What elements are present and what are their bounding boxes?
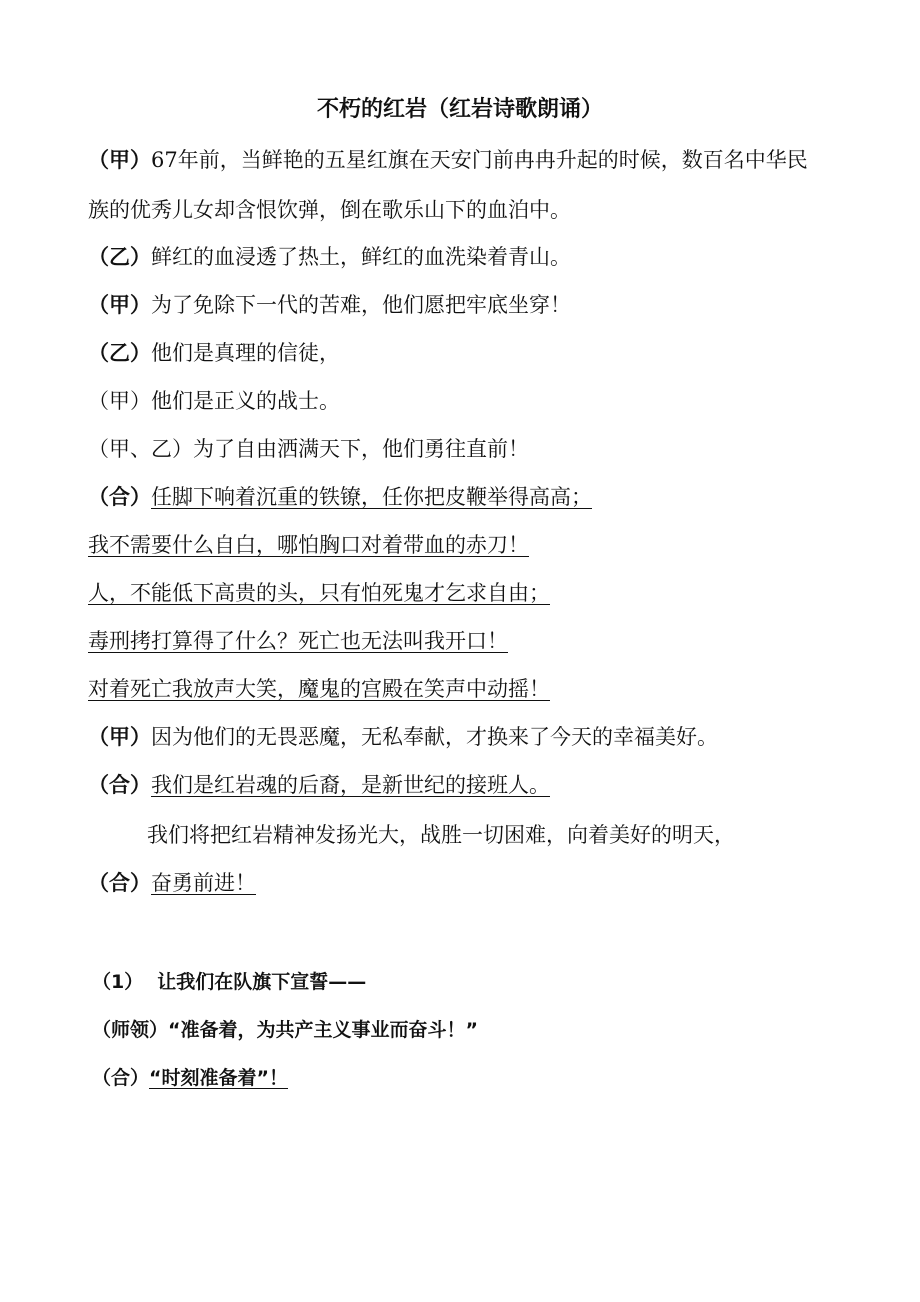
speaker-label: （合） bbox=[88, 484, 151, 509]
verse-text: 他们是真理的信徒， bbox=[151, 341, 340, 365]
verse-line-7 bbox=[88, 435, 529, 463]
oath-lead-text: “准备着，为共产主义事业而奋斗！” bbox=[168, 1019, 478, 1041]
verse-line-2 bbox=[88, 196, 571, 224]
speaker-label: （甲） bbox=[88, 389, 151, 413]
verse-text: 因为他们的无畏恶魔，无私奉献，才换来了今天的幸福美好。 bbox=[151, 725, 718, 749]
speaker-label: （合） bbox=[88, 870, 151, 895]
verse-line-12 bbox=[88, 675, 550, 703]
verse-line-13 bbox=[88, 723, 718, 751]
verse-line-9 bbox=[88, 531, 529, 559]
verse-text: 我不需要什么自白，哪怕胸口对着带血的赤刀！ bbox=[88, 533, 529, 557]
speaker-label: （甲、乙） bbox=[88, 437, 193, 461]
verse-line-11 bbox=[88, 627, 508, 655]
oath-number: （1） bbox=[92, 971, 144, 993]
speaker-label: （合） bbox=[92, 1067, 150, 1089]
verse-line-15 bbox=[147, 821, 735, 849]
oath-lead-line bbox=[92, 1016, 478, 1044]
oath-reply-text: “时刻准备着”！ bbox=[149, 1067, 288, 1089]
speaker-label: （甲） bbox=[88, 724, 151, 749]
verse-line-4 bbox=[88, 291, 571, 319]
verse-text: 为了免除下一代的苦难，他们愿把牢底坐穿！ bbox=[151, 293, 571, 317]
verse-text: 鲜红的血浸透了热土，鲜红的血洗染着青山。 bbox=[151, 245, 571, 269]
speaker-label: （甲） bbox=[88, 147, 151, 172]
verse-text: 奋勇前进！ bbox=[151, 871, 256, 895]
verse-line-1 bbox=[88, 146, 808, 174]
verse-line-5 bbox=[88, 339, 340, 367]
verse-text: 人，不能低下高贵的头，只有怕死鬼才乞求自由； bbox=[88, 581, 550, 605]
verse-text: 为了自由洒满天下，他们勇往直前！ bbox=[193, 437, 529, 461]
verse-line-16 bbox=[88, 869, 256, 897]
verse-line-14 bbox=[88, 771, 550, 799]
verse-text: 67年前，当鲜艳的五星红旗在天安门前冉冉升起的时候，数百名中华民 bbox=[151, 148, 808, 172]
oath-reply-line bbox=[92, 1064, 288, 1092]
verse-text: 对着死亡我放声大笑，魔鬼的宫殿在笑声中动摇！ bbox=[88, 677, 550, 701]
verse-line-10 bbox=[88, 579, 550, 607]
speaker-label: （乙） bbox=[88, 340, 151, 365]
verse-line-3 bbox=[88, 243, 571, 271]
speaker-label: （师领） bbox=[92, 1019, 169, 1041]
oath-heading bbox=[92, 968, 366, 996]
verse-text: 我们将把红岩精神发扬光大，战胜一切困难，向着美好的明天， bbox=[147, 823, 735, 847]
verse-text: 他们是正义的战士。 bbox=[151, 389, 340, 413]
verse-text: 族的优秀儿女却含恨饮弹，倒在歌乐山下的血泊中。 bbox=[88, 198, 571, 222]
verse-line-8 bbox=[88, 483, 592, 511]
verse-text: 毒刑拷打算得了什么？死亡也无法叫我开口！ bbox=[88, 629, 508, 653]
oath-heading-text: 让我们在队旗下宣誓—— bbox=[157, 971, 367, 993]
verse-text: 我们是红岩魂的后裔，是新世纪的接班人。 bbox=[151, 773, 550, 797]
speaker-label: （甲） bbox=[88, 292, 151, 317]
verse-line-6 bbox=[88, 387, 340, 415]
verse-text: 任脚下响着沉重的铁镣，任你把皮鞭举得高高； bbox=[151, 485, 592, 509]
page-title: 不朽的红岩（红岩诗歌朗诵） bbox=[316, 97, 603, 122]
speaker-label: （合） bbox=[88, 772, 151, 797]
speaker-label: （乙） bbox=[88, 244, 151, 269]
